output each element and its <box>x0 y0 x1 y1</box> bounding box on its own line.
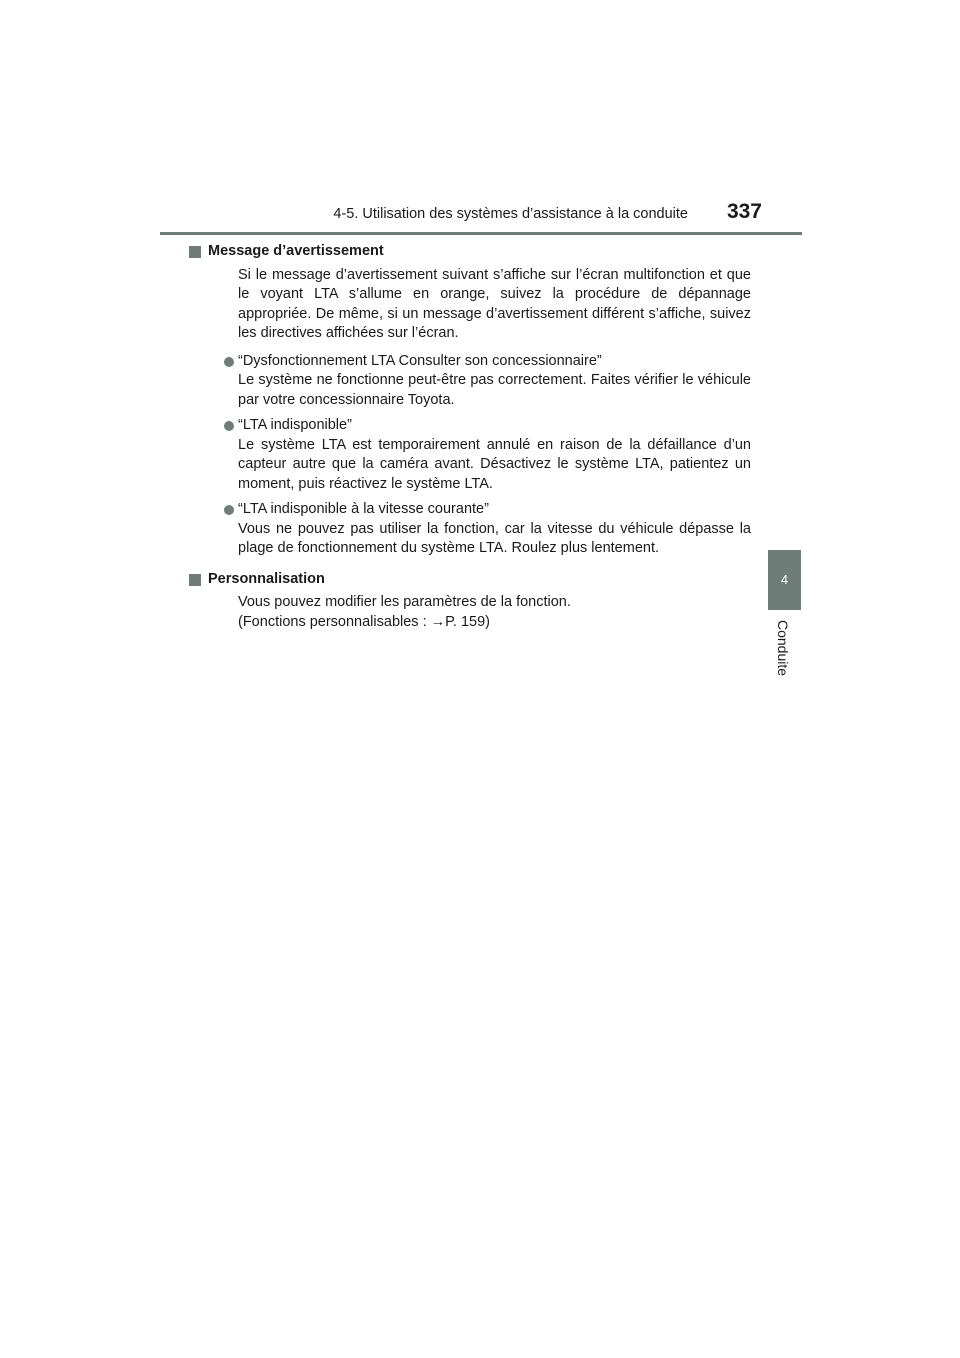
personalisation-reference: (Fonctions personnalisables : →P. 159) <box>238 613 491 630</box>
warning-message-section <box>208 242 751 559</box>
list-item <box>238 500 751 559</box>
personalisation-section <box>208 570 751 633</box>
section-heading <box>208 242 751 262</box>
list-item-title: “Dysfonctionnement LTA Consulter son concessionnaire” <box>238 352 602 369</box>
warning-intro-paragraph: Si le message d’avertissement suivant s’affiche sur l’écran multifonction et que le voyant LTA s’allume en orange, suivez la procédure de dépannage appropriée. De même, si un message d’avertissement différent s’affiche, suivez les directives affichées sur l’écran. <box>238 266 751 341</box>
square-bullet-icon <box>189 574 201 586</box>
circle-bullet-icon <box>224 505 234 515</box>
circle-bullet-icon <box>224 421 234 431</box>
header-rule <box>160 232 802 235</box>
circle-bullet-icon <box>224 357 234 367</box>
warning-heading-text: Message d’avertissement <box>208 243 384 259</box>
list-item-title: “LTA indisponible à la vitesse courante” <box>238 501 489 517</box>
section-heading <box>208 570 751 590</box>
list-item <box>238 352 751 411</box>
chapter-tab <box>768 550 801 610</box>
main-content <box>208 242 751 632</box>
chapter-number: 4 <box>780 572 789 587</box>
square-bullet-icon <box>189 246 201 258</box>
list-item-description: Le système ne fonctionne peut-être pas correctement. Faites vérifier le véhicule par votre concessionnaire Toyota. <box>238 372 751 408</box>
section-header-title: 4-5. Utilisation des systèmes d’assistance à la conduite <box>333 206 688 222</box>
list-item-title: “LTA indisponible” <box>238 417 352 433</box>
page-number: 337 <box>726 200 762 223</box>
personalisation-heading-text: Personnalisation <box>208 570 325 587</box>
list-item-description: Le système LTA est temporairement annulé en raison de la défaillance d’un capteur autre que la caméra avant. Désactivez le système LTA, patientez un moment, puis réactivez le système LTA. <box>238 436 751 492</box>
list-item-description: Vous ne pouvez pas utiliser la fonction, car la vitesse du véhicule dépasse la plage de fonctionnement du système LTA. Roulez plus lentement. <box>238 520 751 556</box>
chapter-label: Conduite <box>775 620 791 677</box>
list-item <box>238 416 751 494</box>
personalisation-line: Vous pouvez modifier les paramètres de la fonction. <box>238 594 571 610</box>
